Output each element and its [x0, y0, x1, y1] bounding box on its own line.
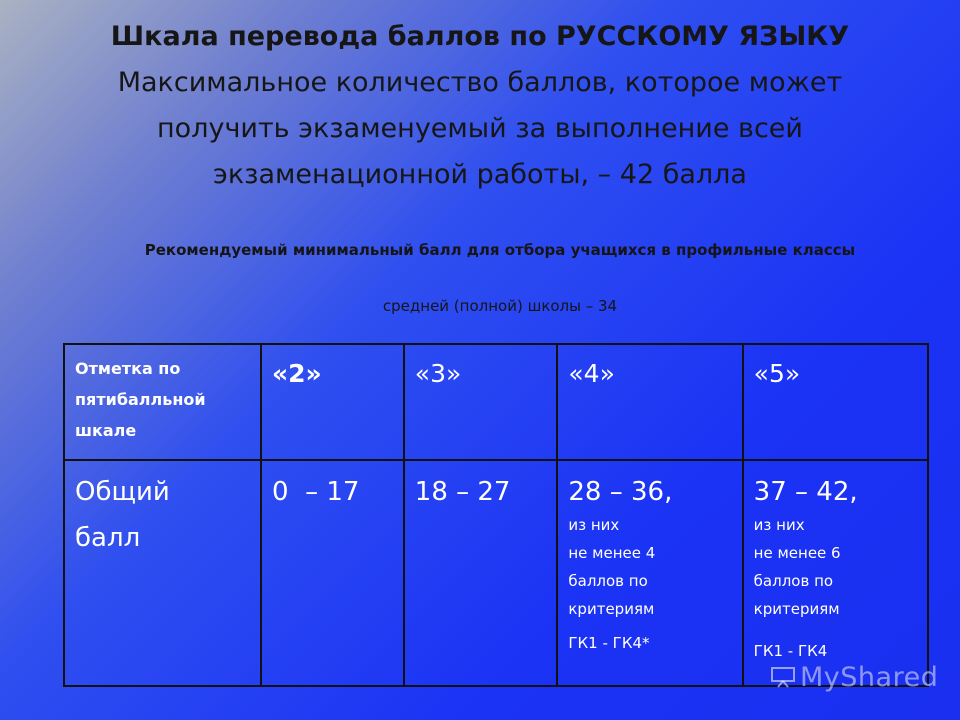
range-grade-3: 18 – 27 [414, 477, 511, 507]
page-subtitle: Максимальное количество баллов, которое может получить экзаменуемый за выполнение всей экзаменационной работы, – 42 балла [117, 67, 843, 190]
table-header-row [64, 344, 928, 460]
presentation-icon [770, 664, 796, 684]
grade-5-note-1: из них [753, 516, 805, 534]
header-label-cell: Отметка по пятибалльной шкале [64, 344, 261, 460]
recommendation-line-1: Рекомендуемый минимальный балл для отбора учащихся в профильные классы [144, 241, 856, 259]
grade-5-cell: «5» [743, 344, 928, 460]
page-title: Шкала перевода баллов по РУССКОМУ ЯЗЫКУ [110, 21, 850, 52]
range-grade-5: 37 – 42, [753, 477, 858, 507]
table-score-row [64, 460, 928, 686]
row-label: Общий балл [75, 477, 170, 553]
range-grade-4-cell [557, 460, 742, 686]
grade-5-note-3: ГК1 - ГК4 [753, 642, 828, 660]
row-label-cell [64, 460, 261, 686]
watermark [770, 662, 938, 693]
grade-3-cell: «3» [404, 344, 558, 460]
grade-2-cell: «2» [261, 344, 404, 460]
range-grade-4: 28 – 36, [568, 477, 673, 507]
watermark-text: MyShared [800, 662, 939, 693]
grade-4-note-1: из них [568, 516, 620, 534]
grade-4-note-3: ГК1 - ГК4* [568, 634, 650, 652]
range-grade-2: 0 – 17 [272, 477, 360, 507]
grade-4-note-2: не менее 4 баллов по критериям [568, 544, 656, 618]
recommendation-line-2: средней (полной) школы – 34 [382, 297, 618, 315]
range-grade-2-cell [261, 460, 404, 686]
grade-5-note-2: не менее 6 баллов по критериям [753, 544, 841, 618]
title-block [0, 14, 960, 198]
score-conversion-table [63, 343, 929, 687]
grade-4-cell: «4» [557, 344, 742, 460]
range-grade-3-cell [404, 460, 558, 686]
range-grade-5-cell [743, 460, 928, 686]
